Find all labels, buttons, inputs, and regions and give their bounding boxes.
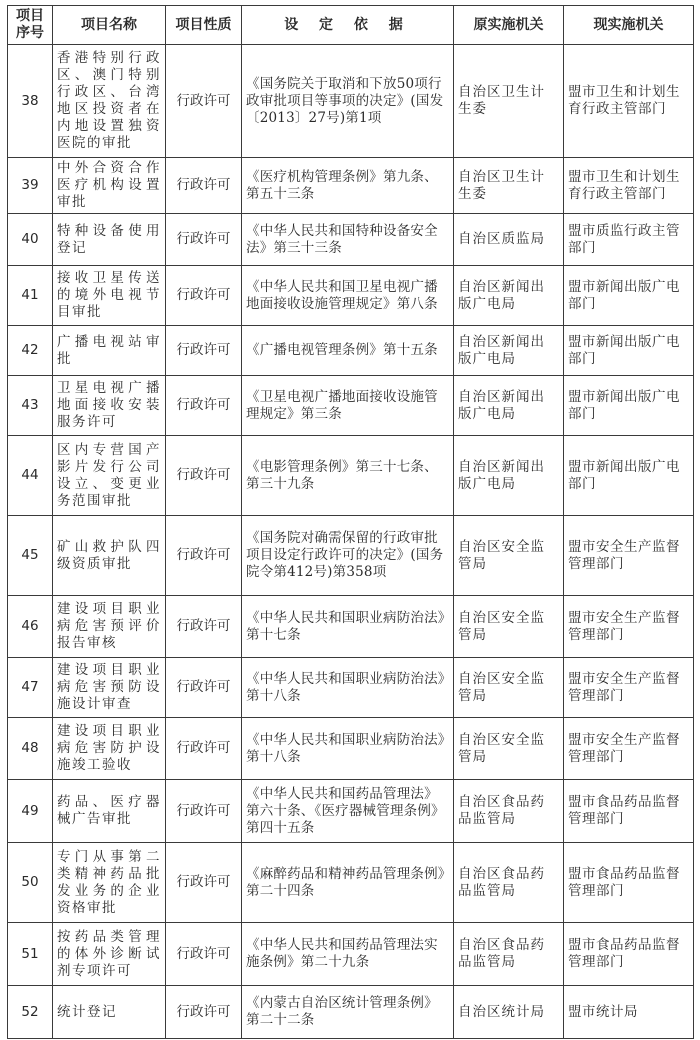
item-current-authority: 盟市新闻出版广电部门: [564, 326, 694, 376]
item-current-authority: 盟市安全生产监督管理部门: [564, 718, 694, 780]
item-number: 38: [8, 45, 53, 158]
table-row: [8, 658, 694, 718]
item-basis: 《卫星电视广播地面接收设施管理规定》第三条: [242, 376, 454, 436]
item-type: 行政许可: [166, 843, 242, 923]
item-number: 46: [8, 596, 53, 658]
item-name: 接收卫星传送的境外电视节目审批: [53, 266, 166, 326]
item-number: 51: [8, 923, 53, 986]
item-original-authority: 自治区安全监管局: [454, 596, 564, 658]
table-row: [8, 843, 694, 923]
item-basis: 《医疗机构管理条例》第九条、第五十三条: [242, 158, 454, 214]
item-current-authority: 盟市食品药品监督管理部门: [564, 780, 694, 843]
item-type: 行政许可: [166, 923, 242, 986]
item-name: 按药品类管理的体外诊断试剂专项许可: [53, 923, 166, 986]
item-current-authority: 盟市安全生产监督管理部门: [564, 596, 694, 658]
item-type: 行政许可: [166, 376, 242, 436]
item-type: 行政许可: [166, 45, 242, 158]
item-basis: 《电影管理条例》第三十七条、第三十九条: [242, 436, 454, 516]
table-row: [8, 376, 694, 436]
item-original-authority: 自治区安全监管局: [454, 658, 564, 718]
table-row: [8, 266, 694, 326]
table-row: [8, 596, 694, 658]
item-original-authority: 自治区新闻出版广电局: [454, 266, 564, 326]
table-row: [8, 986, 694, 1039]
item-number: 45: [8, 516, 53, 596]
item-basis: 《中华人民共和国职业病防治法》第十八条: [242, 658, 454, 718]
item-basis: 《国务院对确需保留的行政审批项目设定行政许可的决定》(国务院令第412号)第358项: [242, 516, 454, 596]
item-original-authority: 自治区质监局: [454, 214, 564, 266]
item-name: 建设项目职业病危害预防设施设计审查: [53, 658, 166, 718]
item-current-authority: 盟市安全生产监督管理部门: [564, 516, 694, 596]
item-type: 行政许可: [166, 436, 242, 516]
item-current-authority: 盟市食品药品监督管理部门: [564, 843, 694, 923]
item-current-authority: 盟市安全生产监督管理部门: [564, 658, 694, 718]
item-current-authority: 盟市卫生和计划生育行政主管部门: [564, 158, 694, 214]
item-number: 48: [8, 718, 53, 780]
item-number: 42: [8, 326, 53, 376]
item-number: 52: [8, 986, 53, 1039]
item-number: 41: [8, 266, 53, 326]
item-name: 特种设备使用登记: [53, 214, 166, 266]
table-row: [8, 718, 694, 780]
item-basis: 《中华人民共和国药品管理法实施条例》第二十九条: [242, 923, 454, 986]
item-original-authority: 自治区食品药品监管局: [454, 780, 564, 843]
item-original-authority: 自治区新闻出版广电局: [454, 326, 564, 376]
item-type: 行政许可: [166, 658, 242, 718]
item-number: 40: [8, 214, 53, 266]
item-current-authority: 盟市新闻出版广电部门: [564, 436, 694, 516]
item-type: 行政许可: [166, 718, 242, 780]
table-row: [8, 923, 694, 986]
table-row: [8, 436, 694, 516]
item-type: 行政许可: [166, 780, 242, 843]
item-basis: 《中华人民共和国职业病防治法》第十八条: [242, 718, 454, 780]
item-current-authority: 盟市新闻出版广电部门: [564, 266, 694, 326]
table-row: [8, 326, 694, 376]
item-current-authority: 盟市质监行政主管部门: [564, 214, 694, 266]
item-name: 建设项目职业病危害预评价报告审核: [53, 596, 166, 658]
table-row: [8, 214, 694, 266]
table-row: [8, 780, 694, 843]
table-row: [8, 45, 694, 158]
header-type: 项目性质: [166, 6, 242, 45]
item-name: 药品、医疗器械广告审批: [53, 780, 166, 843]
header-current: 现实施机关: [564, 6, 694, 45]
header-row: [8, 6, 694, 45]
item-basis: 《内蒙古自治区统计管理条例》第二十二条: [242, 986, 454, 1039]
item-original-authority: 自治区新闻出版广电局: [454, 436, 564, 516]
item-original-authority: 自治区卫生计生委: [454, 158, 564, 214]
item-original-authority: 自治区卫生计生委: [454, 45, 564, 158]
item-basis: 《中华人民共和国卫星电视广播地面接收设施管理规定》第八条: [242, 266, 454, 326]
item-basis: 《国务院关于取消和下放50项行政审批项目等事项的决定》(国发〔2013〕27号)第1项: [242, 45, 454, 158]
item-number: 49: [8, 780, 53, 843]
item-basis: 《麻醉药品和精神药品管理条例》第二十四条: [242, 843, 454, 923]
item-number: 44: [8, 436, 53, 516]
item-type: 行政许可: [166, 986, 242, 1039]
item-name: 中外合资合作医疗机构设置审批: [53, 158, 166, 214]
item-current-authority: 盟市食品药品监督管理部门: [564, 923, 694, 986]
item-number: 43: [8, 376, 53, 436]
table-row: [8, 516, 694, 596]
item-basis: 《广播电视管理条例》第十五条: [242, 326, 454, 376]
item-name: 广播电视站审批: [53, 326, 166, 376]
item-type: 行政许可: [166, 326, 242, 376]
item-type: 行政许可: [166, 158, 242, 214]
item-name: 区内专营国产影片发行公司设立、变更业务范围审批: [53, 436, 166, 516]
item-name: 香港特别行政区、澳门特别行政区、台湾地区投资者在内地设置独资医院的审批: [53, 45, 166, 158]
item-original-authority: 自治区安全监管局: [454, 718, 564, 780]
item-type: 行政许可: [166, 516, 242, 596]
item-number: 47: [8, 658, 53, 718]
item-name: 矿山救护队四级资质审批: [53, 516, 166, 596]
item-basis: 《中华人民共和国药品管理法》第六十条、《医疗器械管理条例》第四十五条: [242, 780, 454, 843]
item-current-authority: 盟市统计局: [564, 986, 694, 1039]
item-original-authority: 自治区安全监管局: [454, 516, 564, 596]
item-name: 统计登记: [53, 986, 166, 1039]
item-type: 行政许可: [166, 596, 242, 658]
item-name: 建设项目职业病危害防护设施竣工验收: [53, 718, 166, 780]
header-no: 项目 序号: [8, 6, 53, 45]
table-row: [8, 158, 694, 214]
item-original-authority: 自治区食品药品监管局: [454, 923, 564, 986]
approval-items-table: [7, 5, 694, 1039]
item-basis: 《中华人民共和国职业病防治法》第十七条: [242, 596, 454, 658]
item-name: 卫星电视广播地面接收安装服务许可: [53, 376, 166, 436]
item-current-authority: 盟市新闻出版广电部门: [564, 376, 694, 436]
item-current-authority: 盟市卫生和计划生育行政主管部门: [564, 45, 694, 158]
header-original: 原实施机关: [454, 6, 564, 45]
header-name: 项目名称: [53, 6, 166, 45]
item-type: 行政许可: [166, 266, 242, 326]
item-original-authority: 自治区食品药品监管局: [454, 843, 564, 923]
header-basis: 设 定 依 据: [242, 6, 454, 45]
item-type: 行政许可: [166, 214, 242, 266]
item-basis: 《中华人民共和国特种设备安全法》第三十三条: [242, 214, 454, 266]
item-name: 专门从事第二类精神药品批发业务的企业资格审批: [53, 843, 166, 923]
item-original-authority: 自治区新闻出版广电局: [454, 376, 564, 436]
item-number: 50: [8, 843, 53, 923]
item-original-authority: 自治区统计局: [454, 986, 564, 1039]
item-number: 39: [8, 158, 53, 214]
